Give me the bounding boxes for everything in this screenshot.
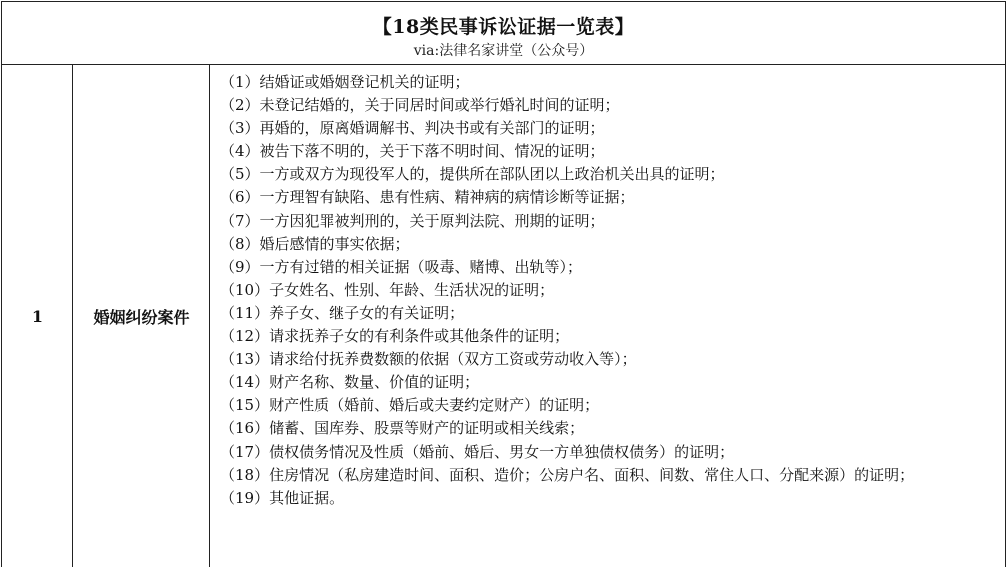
list-item: （14）财产名称、数量、价值的证明； — [220, 373, 480, 392]
list-item: （11）养子女、继子女的有关证明； — [220, 303, 465, 322]
list-item: （3）再婚的，原离婚调解书、判决书或有关部门的证明； — [220, 119, 605, 138]
list-item: （17）债权债务情况及性质（婚前、婚后、男女一方单独债权债务）的证明； — [220, 442, 735, 461]
list-item: （5）一方或双方为现役军人的，提供所在部队团以上政治机关出具的证明； — [220, 165, 725, 184]
list-item: （9）一方有过错的相关证据（吸毒、赌博、出轨等）； — [220, 257, 583, 276]
row-number-cell — [1, 65, 73, 567]
list-item: （16）储蓄、国库券、股票等财产的证明或相关线索； — [220, 419, 585, 438]
list-item: （4）被告下落不明的，关于下落不明时间、情况的证明； — [220, 142, 605, 161]
list-item: （12）请求抚养子女的有利条件或其他条件的证明； — [220, 327, 570, 346]
list-item: （7）一方因犯罪被判刑的，关于原判法院、刑期的证明； — [220, 211, 605, 230]
category-label: 婚姻纠纷案件 — [93, 307, 190, 327]
source-subtitle: via:法律名家讲堂（公众号） — [413, 43, 594, 59]
list-item: （8）婚后感情的事实依据； — [220, 234, 410, 253]
list-item: （1）结婚证或婚姻登记机关的证明； — [220, 73, 470, 91]
list-item: （6）一方理智有缺陷、患有性病、精神病的病情诊断等证据； — [220, 188, 635, 207]
table-header — [1, 1, 1006, 65]
list-item: （2）未登记结婚的，关于同居时间或举行婚礼时间的证明； — [220, 96, 620, 115]
category-cell — [72, 65, 210, 567]
list-item: （10）子女姓名、性别、年龄、生活状况的证明； — [220, 280, 555, 299]
evidence-list — [209, 65, 1006, 567]
list-item: （19）其他证据。 — [220, 488, 345, 507]
row-number: 1 — [31, 306, 44, 326]
page-title: 【18类民事诉讼证据一览表】 — [372, 16, 635, 38]
list-item: （18）住房情况（私房建造时间、面积、造价；公房户名、面积、间数、常住人口、分配来源）的证明； — [220, 465, 915, 484]
list-item: （13）请求给付抚养费数额的依据（双方工资或劳动收入等）； — [220, 350, 637, 369]
list-item: （15）财产性质（婚前、婚后或夫妻约定财产）的证明； — [220, 396, 600, 415]
table-row — [1, 65, 1006, 567]
